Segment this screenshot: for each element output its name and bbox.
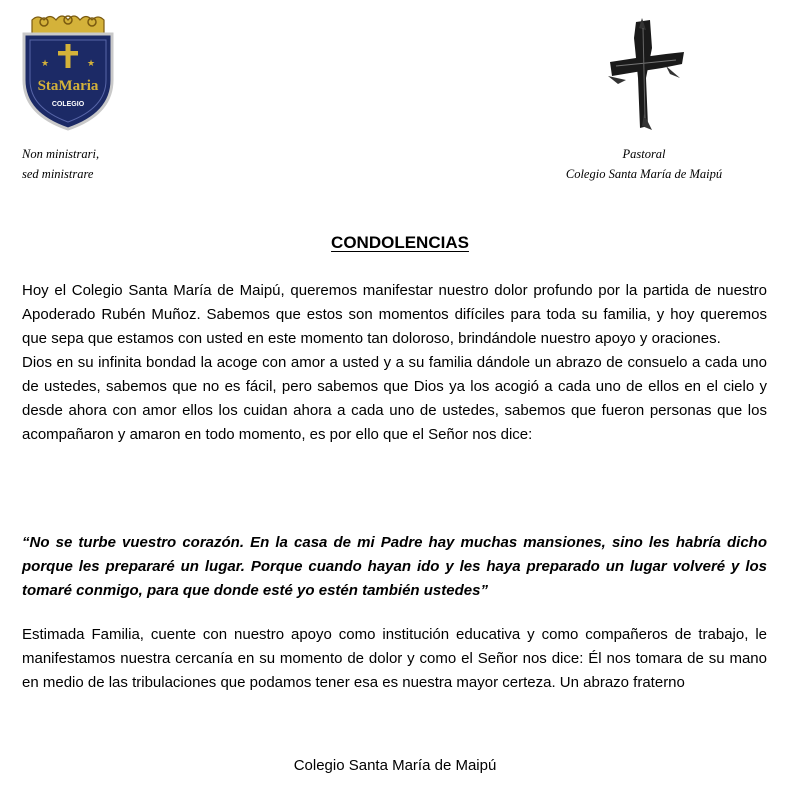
logo-name: StaMaria xyxy=(37,78,99,94)
motto-line: sed ministrare xyxy=(22,167,94,181)
letter-title: CONDOLENCIAS xyxy=(331,233,469,252)
paragraph: Estimada Familia, cuente con nuestro apoyo como institución educativa y como compañeros de trabajo, le manifestamos nuestra cercanía en su momento de dolor y como el Señor nos dice: Él nos tomara de su mano en medio de las tribulaciones que podamos tener esa es nuestra mayor certeza. Un abrazo fraterno xyxy=(22,626,767,691)
paragraph: Dios en su infinita bondad la acoge con amor a usted y a su familia dándole un abrazo de consuelo a cada uno de ustedes, sabemos que no es fácil, pero sabemos que Dios ya los acogió a cada uno de ellos en el cielo y desde ahora con amor ellos los cuidan ahora a cada uno de ustedes, sabemos que fueron personas que los acompañaron y amaron en todo momento, es por ello que el Señor nos dice: xyxy=(22,354,767,443)
signature: Colegio Santa María de Maipú xyxy=(293,757,497,774)
star-icon: ★ xyxy=(41,58,50,68)
motto xyxy=(22,144,99,184)
crown-icon xyxy=(32,16,104,34)
paragraph: Hoy el Colegio Santa María de Maipú, queremos manifestar nuestro dolor profundo por la partida de nuestro Apoderado Rubén Muñoz. Sabemos que estos son momentos difíciles para toda su familia, y hoy queremos que sepa que estamos con usted en este momento tan doloroso, brindándole nuestro apoyo y oraciones. xyxy=(22,282,767,347)
bible-quote: “No se turbe vuestro corazón. En la casa de mi Padre hay muchas mansiones, sino les habría dicho porque les prepararé un lugar. Porque cuando hayan ido y les haya preparado un lugar volveré y los tomaré conmigo, para que donde esté yo estén también ustedes” xyxy=(22,534,767,599)
pastoral-line: Pastoral xyxy=(622,147,666,161)
letter-body xyxy=(22,279,767,447)
grunge-cross-icon xyxy=(606,18,686,130)
pastoral-line: Colegio Santa María de Maipú xyxy=(565,167,723,181)
pastoral-heading xyxy=(510,144,778,184)
star-icon: ★ xyxy=(87,58,96,68)
logo-sub: COLEGIO xyxy=(51,101,85,108)
motto-line: Non ministrari, xyxy=(22,147,100,161)
school-crest-logo xyxy=(18,10,118,132)
